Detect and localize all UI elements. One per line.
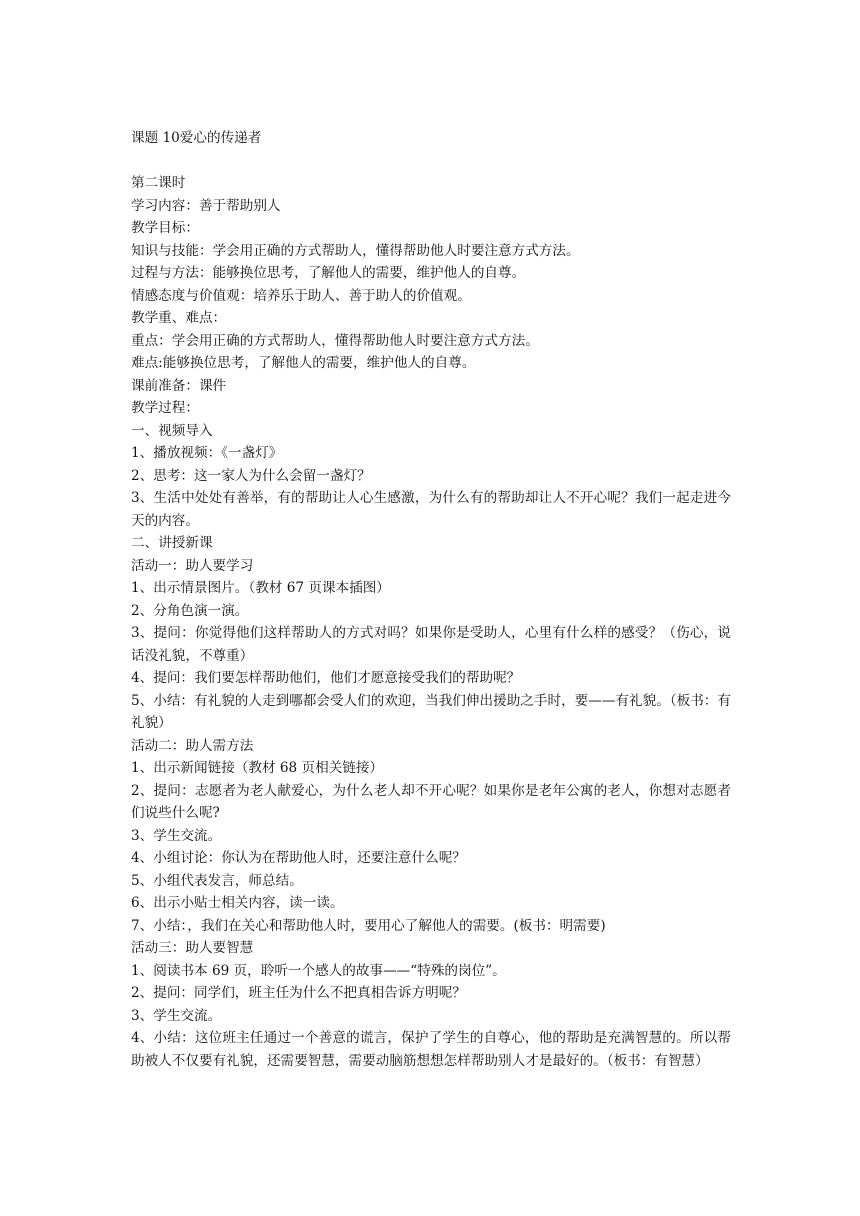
activity-heading: 活动一：助人要学习: [131, 557, 254, 574]
blank-line: [131, 150, 731, 173]
activity-heading: 活动二：助人需方法: [131, 737, 254, 754]
text-line: 6、出示小贴士相关内容，读一读。: [131, 895, 344, 911]
text-line: 情感态度与价值观：培养乐于助人、善于助人的价值观。: [131, 287, 471, 304]
text-line: 7、小结：，我们在关心和帮助他人时，要用心了解他人的需要。(板书：明需要): [131, 917, 606, 934]
text-line: 2、分角色演一演。: [131, 602, 249, 619]
section-heading: 二、讲授新课: [131, 535, 213, 551]
text-line: 2、提问：同学们，班主任为什么不把真相告诉方明呢？: [131, 985, 466, 1001]
text-paragraph: 2、提问：志愿者为老人献爱心，为什么老人却不开心呢？如果你是老年公寓的老人，你想对志愿者们说些什么呢?: [131, 782, 731, 821]
document-body: [131, 127, 731, 1072]
text-line: 1、播放视频：《一盏灯》: [131, 445, 283, 461]
section-heading: 一、视频导入: [131, 422, 213, 439]
text-paragraph: 3、生活中处处有善举，有的帮助让人心生感激，为什么有的帮助却让人不开心呢？我们一起走进今天的内容。: [131, 490, 731, 529]
text-line: 4、小组讨论：你认为在帮助他人时，还要注意什么呢？: [131, 850, 466, 866]
text-line: 课前准备：课件: [131, 377, 227, 394]
text-line: 教学过程：: [131, 400, 199, 416]
text-line: 5、小组代表发言，师总结。: [131, 872, 303, 889]
text-paragraph: 5、小结：有礼貌的人走到哪都会受人们的欢迎，当我们伸出援助之手时，要——有礼貌。（板书：有礼貌）: [131, 692, 731, 731]
text-line: 4、提问：我们要怎样帮助他们，他们才愿意接受我们的帮助呢？: [131, 670, 521, 686]
text-line: 第二课时: [131, 175, 186, 191]
text-line: 重点：学会用正确的方式帮助人，懂得帮助他人时要注意方式方法。: [131, 332, 539, 349]
text-line: 2、思考：这一家人为什么会留一盏灯？: [131, 467, 371, 484]
text-line: 知识与技能：学会用正确的方式帮助人，懂得帮助他人时要注意方式方法。: [131, 242, 580, 259]
text-line: 过程与方法：能够换位思考，了解他人的需要，维护他人的自尊。: [131, 265, 526, 281]
text-paragraph: 3、提问：你觉得他们这样帮助人的方式对吗？如果你是受助人，心里有什么样的感受？（伤心，说话没礼貌，不尊重）: [131, 625, 731, 664]
lesson-title: 课题 10爱心的传递者: [131, 130, 262, 146]
text-paragraph: 4、小结：这位班主任通过一个善意的谎言，保护了学生的自尊心，他的帮助是充满智慧的。所以帮助被人不仅要有礼貌，还需要智慧，需要动脑筋想想怎样帮助别人才是最好的。（板书：有智慧）: [131, 1030, 731, 1069]
text-line: 教学重、难点：: [131, 310, 227, 326]
text-line: 难点:能够换位思考，了解他人的需要，维护他人的自尊。: [131, 355, 476, 371]
text-line: 1、出示情景图片。（教材 67 页课本插图）: [131, 580, 390, 596]
activity-heading: 活动三：助人要智慧: [131, 940, 254, 956]
text-line: 教学目标：: [131, 220, 199, 236]
text-line: 3、学生交流。: [131, 827, 222, 844]
text-line: 学习内容：善于帮助别人: [131, 197, 281, 214]
text-line: 1、出示新闻链接（教材 68 页相关链接）: [131, 760, 384, 776]
text-line: 3、学生交流。: [131, 1007, 222, 1024]
text-line: 1、阅读书本 69 页，聆听一个感人的故事——“特殊的岗位”。: [131, 962, 506, 979]
